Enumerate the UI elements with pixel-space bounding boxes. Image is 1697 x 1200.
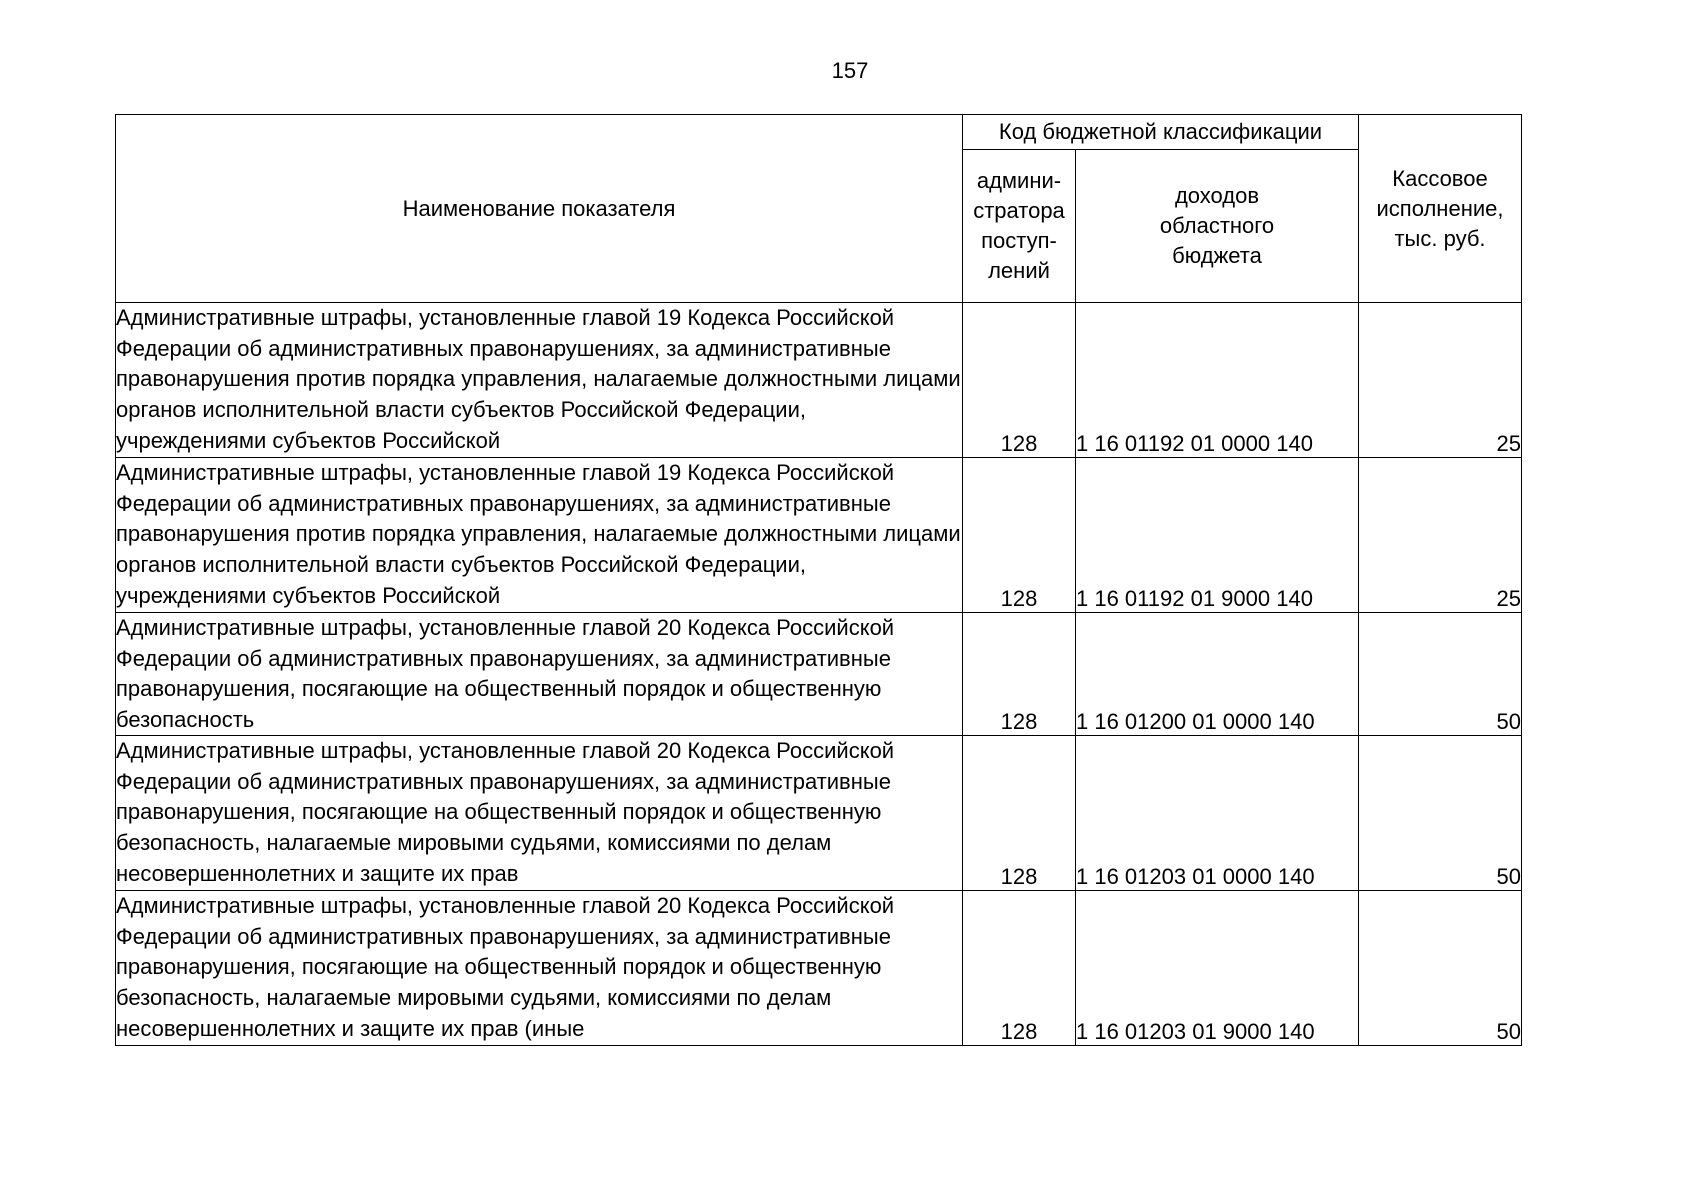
header-income-line: доходов xyxy=(1174,183,1260,208)
row-income-code: 1 16 01200 01 0000 140 xyxy=(1076,613,1359,736)
row-admin: 128 xyxy=(963,303,1076,458)
row-name-cell xyxy=(116,458,963,613)
header-income-line: областного xyxy=(1159,213,1275,238)
header-admin xyxy=(963,150,1076,303)
header-admin-line: админи- xyxy=(976,168,1062,193)
row-name-cell xyxy=(116,736,963,891)
row-cash: 25 xyxy=(1359,458,1522,613)
header-admin-line: лений xyxy=(988,258,1050,283)
row-name-cell xyxy=(116,891,963,1046)
row-cash: 50 xyxy=(1359,736,1522,891)
row-name: Административные штрафы, установленные главой 20 Кодекса Российской Федерации об административных правонарушениях, за административные правонарушения, посягающие на общественный порядок и общественную безопасность, налагаемые мировыми судьями, комиссиями по делам несовершеннолетних и защите их прав (иные xyxy=(116,893,895,1041)
row-admin: 128 xyxy=(963,613,1076,736)
budget-table xyxy=(115,114,1522,1046)
row-cash: 50 xyxy=(1359,613,1522,736)
table-row xyxy=(116,303,1522,458)
row-name: Административные штрафы, установленные главой 19 Кодекса Российской Федерации об административных правонарушениях, за административные правонарушения против порядка управления, налагаемые должностными лицами органов исполнительной власти субъектов Российской Федерации, учреждениями субъектов Российской xyxy=(116,305,961,453)
header-cash-line: исполнение, xyxy=(1376,195,1504,221)
row-income-code: 1 16 01203 01 0000 140 xyxy=(1076,736,1359,891)
table-row xyxy=(116,458,1522,613)
row-income-code: 1 16 01192 01 0000 140 xyxy=(1076,303,1359,458)
table-row xyxy=(116,613,1522,736)
header-cash-line: Кассовое xyxy=(1392,165,1488,191)
header-income-line: бюджета xyxy=(1172,243,1262,268)
row-name: Административные штрафы, установленные главой 20 Кодекса Российской Федерации об административных правонарушениях, за административные правонарушения, посягающие на общественный порядок и общественную безопасность xyxy=(116,615,895,733)
row-name: Административные штрафы, установленные главой 20 Кодекса Российской Федерации об административных правонарушениях, за административные правонарушения, посягающие на общественный порядок и общественную безопасность, налагаемые мировыми судьями, комиссиями по делам несовершеннолетних и защите их прав xyxy=(116,738,895,886)
row-admin: 128 xyxy=(963,736,1076,891)
row-name-cell xyxy=(116,303,963,458)
row-admin: 128 xyxy=(963,891,1076,1046)
header-name: Наименование показателя xyxy=(116,115,963,303)
header-cash-line: тыс. руб. xyxy=(1394,225,1486,251)
header-admin-line: стратора xyxy=(973,198,1065,223)
row-name: Административные штрафы, установленные главой 19 Кодекса Российской Федерации об административных правонарушениях, за административные правонарушения против порядка управления, налагаемые должностными лицами органов исполнительной власти субъектов Российской Федерации, учреждениями субъектов Российской xyxy=(116,460,961,608)
header-cash xyxy=(1359,115,1522,303)
page-number: 157 xyxy=(831,58,869,83)
row-cash: 50 xyxy=(1359,891,1522,1046)
row-name-cell xyxy=(116,613,963,736)
row-income-code: 1 16 01192 01 9000 140 xyxy=(1076,458,1359,613)
row-income-code: 1 16 01203 01 9000 140 xyxy=(1076,891,1359,1046)
header-income xyxy=(1076,150,1359,303)
table-row xyxy=(116,891,1522,1046)
header-admin-line: поступ- xyxy=(981,228,1057,253)
header-code-group: Код бюджетной классификации xyxy=(963,115,1359,150)
table-row xyxy=(116,736,1522,891)
row-admin: 128 xyxy=(963,458,1076,613)
header-row-top xyxy=(116,115,1522,150)
row-cash: 25 xyxy=(1359,303,1522,458)
